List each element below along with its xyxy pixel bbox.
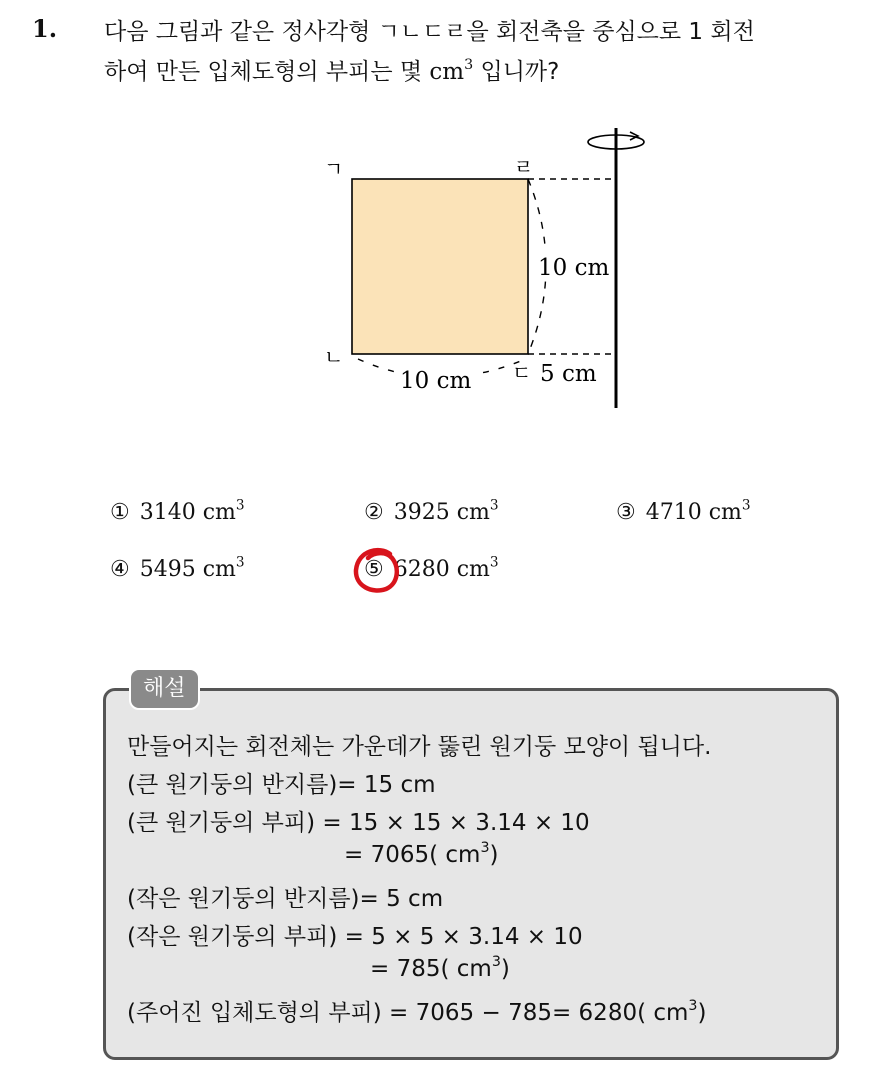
square-shape	[352, 179, 528, 354]
question-line-2	[104, 52, 874, 92]
explanation-line-7-exponent: 3	[491, 954, 501, 971]
choice-2-value-text: 3925 cm	[393, 500, 490, 525]
choice-2-mark: ②	[364, 500, 384, 525]
question-unit	[429, 59, 473, 85]
question-line-2-start: 하여 만든 입체도형의 부피는 몇	[104, 59, 430, 85]
explanation-line-4	[344, 842, 499, 868]
figure-svg	[300, 118, 660, 418]
explanation-line-8-value: (주어진 입체도형의 부피) = 7065 − 785= 6280( cm	[127, 1000, 689, 1026]
explanation-line-8	[127, 994, 706, 1027]
explanation-line-4-close: )	[489, 842, 499, 868]
choice-1[interactable]	[110, 497, 245, 525]
side-right-label: 10 cm	[538, 255, 610, 281]
explanation-line-8-close: )	[697, 1000, 707, 1026]
vertex-label-d: ㄹ	[514, 155, 534, 179]
choice-3-value-text: 4710 cm	[645, 500, 742, 525]
question-text	[104, 12, 874, 92]
explanation-line-3: (큰 원기둥의 부피) = 15 × 15 × 3.14 × 10	[127, 810, 590, 836]
choice-5-exponent: 3	[489, 554, 499, 571]
choice-4[interactable]	[110, 554, 245, 582]
explanation-line-2: (큰 원기둥의 반지름)= 15 cm	[127, 772, 436, 798]
explanation-line-4-value: = 7065( cm	[344, 842, 481, 868]
choice-3-exponent: 3	[741, 497, 751, 514]
explanation-line-5: (작은 원기둥의 반지름)= 5 cm	[127, 886, 444, 912]
choice-3-value	[645, 497, 751, 525]
choice-2-exponent: 3	[489, 497, 499, 514]
vertex-label-c: ㄷ	[512, 361, 532, 385]
explanation-line-6: (작은 원기둥의 부피) = 5 × 5 × 3.14 × 10	[127, 924, 583, 950]
choice-1-exponent: 3	[235, 497, 245, 514]
explanation-tag: 해설	[129, 668, 200, 710]
choice-1-mark: ①	[110, 500, 130, 525]
explanation-line-7-value: = 785( cm	[370, 956, 492, 982]
square-rotation-figure	[300, 118, 660, 418]
choice-3-mark: ③	[616, 500, 636, 525]
explanation-line-4-exponent: 3	[480, 840, 490, 857]
choice-4-exponent: 3	[235, 554, 245, 571]
explanation-line-1: 만들어지는 회전체는 가운데가 뚫린 원기둥 모양이 됩니다.	[127, 734, 712, 760]
side-bottom-label: 10 cm	[400, 368, 472, 394]
question-line-1: 다음 그림과 같은 정사각형 ㄱㄴㄷㄹ을 회전축을 중심으로 1 회전	[104, 19, 755, 45]
explanation-line-8-exponent: 3	[688, 998, 698, 1015]
explanation-line-7	[370, 956, 510, 982]
choice-2-value	[393, 497, 499, 525]
answer-circle-icon	[352, 546, 404, 596]
gap-label: 5 cm	[540, 361, 597, 387]
explanation-line-7-close: )	[500, 956, 510, 982]
choice-2[interactable]	[364, 497, 499, 525]
question-number: 1.	[32, 14, 58, 43]
choice-1-value-text: 3140 cm	[139, 500, 236, 525]
choice-3[interactable]	[616, 497, 751, 525]
choice-5-mark: ⑤	[364, 557, 384, 582]
question-line-2-end: 입니까?	[480, 59, 560, 85]
choice-4-mark: ④	[110, 557, 130, 582]
question-unit-text: cm	[429, 59, 465, 85]
vertex-label-b: ㄴ	[324, 345, 344, 369]
choice-5-value	[393, 554, 499, 582]
vertex-label-a: ㄱ	[324, 157, 344, 181]
choice-5-value-text: 6280 cm	[393, 557, 490, 582]
choice-1-value	[139, 497, 245, 525]
question-unit-exponent: 3	[464, 57, 474, 74]
choice-4-value	[139, 554, 245, 582]
choice-4-value-text: 5495 cm	[139, 557, 236, 582]
